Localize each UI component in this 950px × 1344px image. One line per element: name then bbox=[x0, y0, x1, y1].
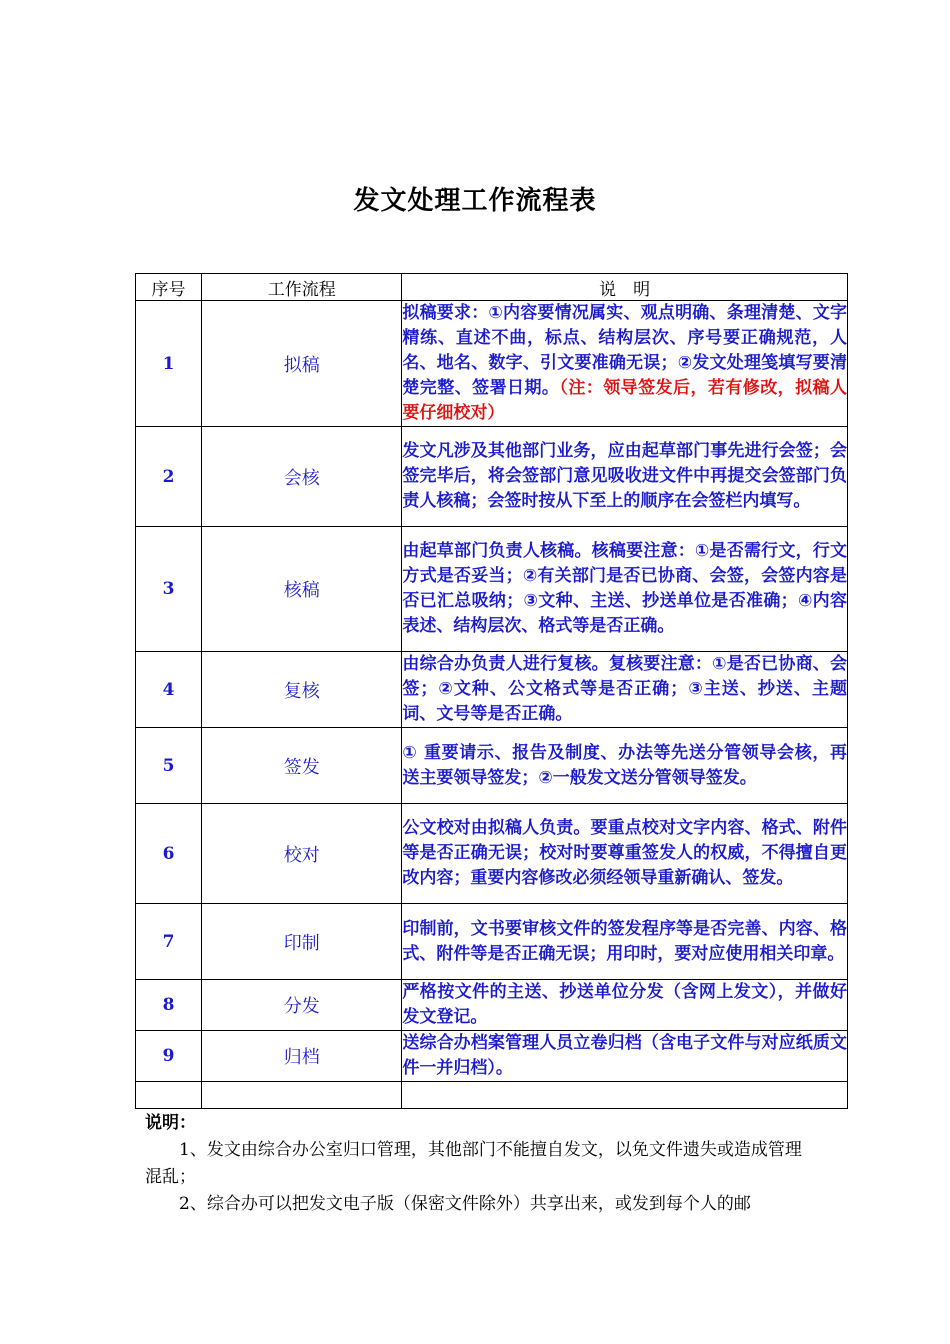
row-desc-note: （注：领导签发后，若有修改，拟稿人要仔细校对） bbox=[402, 378, 848, 423]
row-step: 核稿 bbox=[202, 527, 402, 652]
row-desc: 由起草部门负责人核稿。核稿要注意：①是否需行文，行文方式是否妥当；②有关部门是否已协商、会签，会签内容是否已汇总吸纳；③文种、主送、抄送单位是否准确；④内容表述、结构层次、格式等是否正确。 bbox=[402, 527, 848, 652]
row-no: 4 bbox=[136, 652, 202, 728]
header-no: 序号 bbox=[136, 274, 202, 301]
note-item: 1、发文由综合办公室归口管理，其他部门不能擅自发文，以免文件遗失或造成管理混乱； bbox=[145, 1140, 802, 1187]
row-step: 签发 bbox=[202, 728, 402, 804]
table-row bbox=[136, 804, 848, 904]
row-no: 6 bbox=[136, 804, 202, 904]
empty-cell bbox=[202, 1082, 402, 1109]
row-no: 1 bbox=[136, 301, 202, 427]
notes-section bbox=[145, 1110, 810, 1218]
row-no: 9 bbox=[136, 1031, 202, 1082]
row-step: 归档 bbox=[202, 1031, 402, 1082]
table-row-empty bbox=[136, 1082, 848, 1109]
empty-cell bbox=[402, 1082, 848, 1109]
row-no: 5 bbox=[136, 728, 202, 804]
workflow-table bbox=[135, 273, 848, 1109]
empty-cell bbox=[136, 1082, 202, 1109]
table-row bbox=[136, 1031, 848, 1082]
header-desc: 说 明 bbox=[402, 274, 848, 301]
page-title: 发文处理工作流程表 bbox=[353, 186, 597, 216]
row-no: 7 bbox=[136, 904, 202, 980]
table-row bbox=[136, 652, 848, 728]
row-step: 复核 bbox=[202, 652, 402, 728]
row-step: 印制 bbox=[202, 904, 402, 980]
row-desc: 公文校对由拟稿人负责。要重点校对文字内容、格式、附件等是否正确无误；校对时要尊重签发人的权威，不得擅自更改内容；重要内容修改必须经领导重新确认、签发。 bbox=[402, 804, 848, 904]
row-desc bbox=[402, 301, 848, 427]
table-row bbox=[136, 728, 848, 804]
row-no: 2 bbox=[136, 427, 202, 527]
note-item: 2、综合办可以把发文电子版（保密文件除外）共享出来，或发到每个人的邮 bbox=[179, 1194, 751, 1214]
table-row bbox=[136, 904, 848, 980]
row-step: 校对 bbox=[202, 804, 402, 904]
table-row bbox=[136, 527, 848, 652]
row-desc-text: 拟稿要求：①内容要情况属实、观点明确、条理清楚、文字精练、直述不曲，标点、结构层次、序号要正确规范，人名、地名、数字、引文要准确无误；②发文处理笺填写要清楚完整、签署日期。 bbox=[402, 303, 847, 398]
row-desc: 送综合办档案管理人员立卷归档（含电子文件与对应纸质文件一并归档）。 bbox=[402, 1031, 848, 1082]
row-step: 分发 bbox=[202, 980, 402, 1031]
row-desc: 发文凡涉及其他部门业务，应由起草部门事先进行会签；会签完毕后，将会签部门意见吸收进文件中再提交会签部门负责人核稿；会签时按从下至上的顺序在会签栏内填写。 bbox=[402, 427, 848, 527]
notes-heading: 说明： bbox=[145, 1113, 196, 1133]
row-desc: 严格按文件的主送、抄送单位分发（含网上发文），并做好发文登记。 bbox=[402, 980, 848, 1031]
row-step: 会核 bbox=[202, 427, 402, 527]
row-desc: 印制前，文书要审核文件的签发程序等是否完善、内容、格式、附件等是否正确无误；用印时，要对应使用相关印章。 bbox=[402, 904, 848, 980]
table-row bbox=[136, 980, 848, 1031]
row-desc: ① 重要请示、报告及制度、办法等先送分管领导会核，再送主要领导签发；②一般发文送分管领导签发。 bbox=[402, 728, 848, 804]
row-no: 8 bbox=[136, 980, 202, 1031]
table-header-row bbox=[136, 274, 848, 301]
row-desc: 由综合办负责人进行复核。复核要注意：①是否已协商、会签；②文种、公文格式等是否正确；③主送、抄送、主题词、文号等是否正确。 bbox=[402, 652, 848, 728]
header-step: 工作流程 bbox=[202, 274, 402, 301]
table-row bbox=[136, 427, 848, 527]
row-step: 拟稿 bbox=[202, 301, 402, 427]
row-no: 3 bbox=[136, 527, 202, 652]
table-row bbox=[136, 301, 848, 427]
